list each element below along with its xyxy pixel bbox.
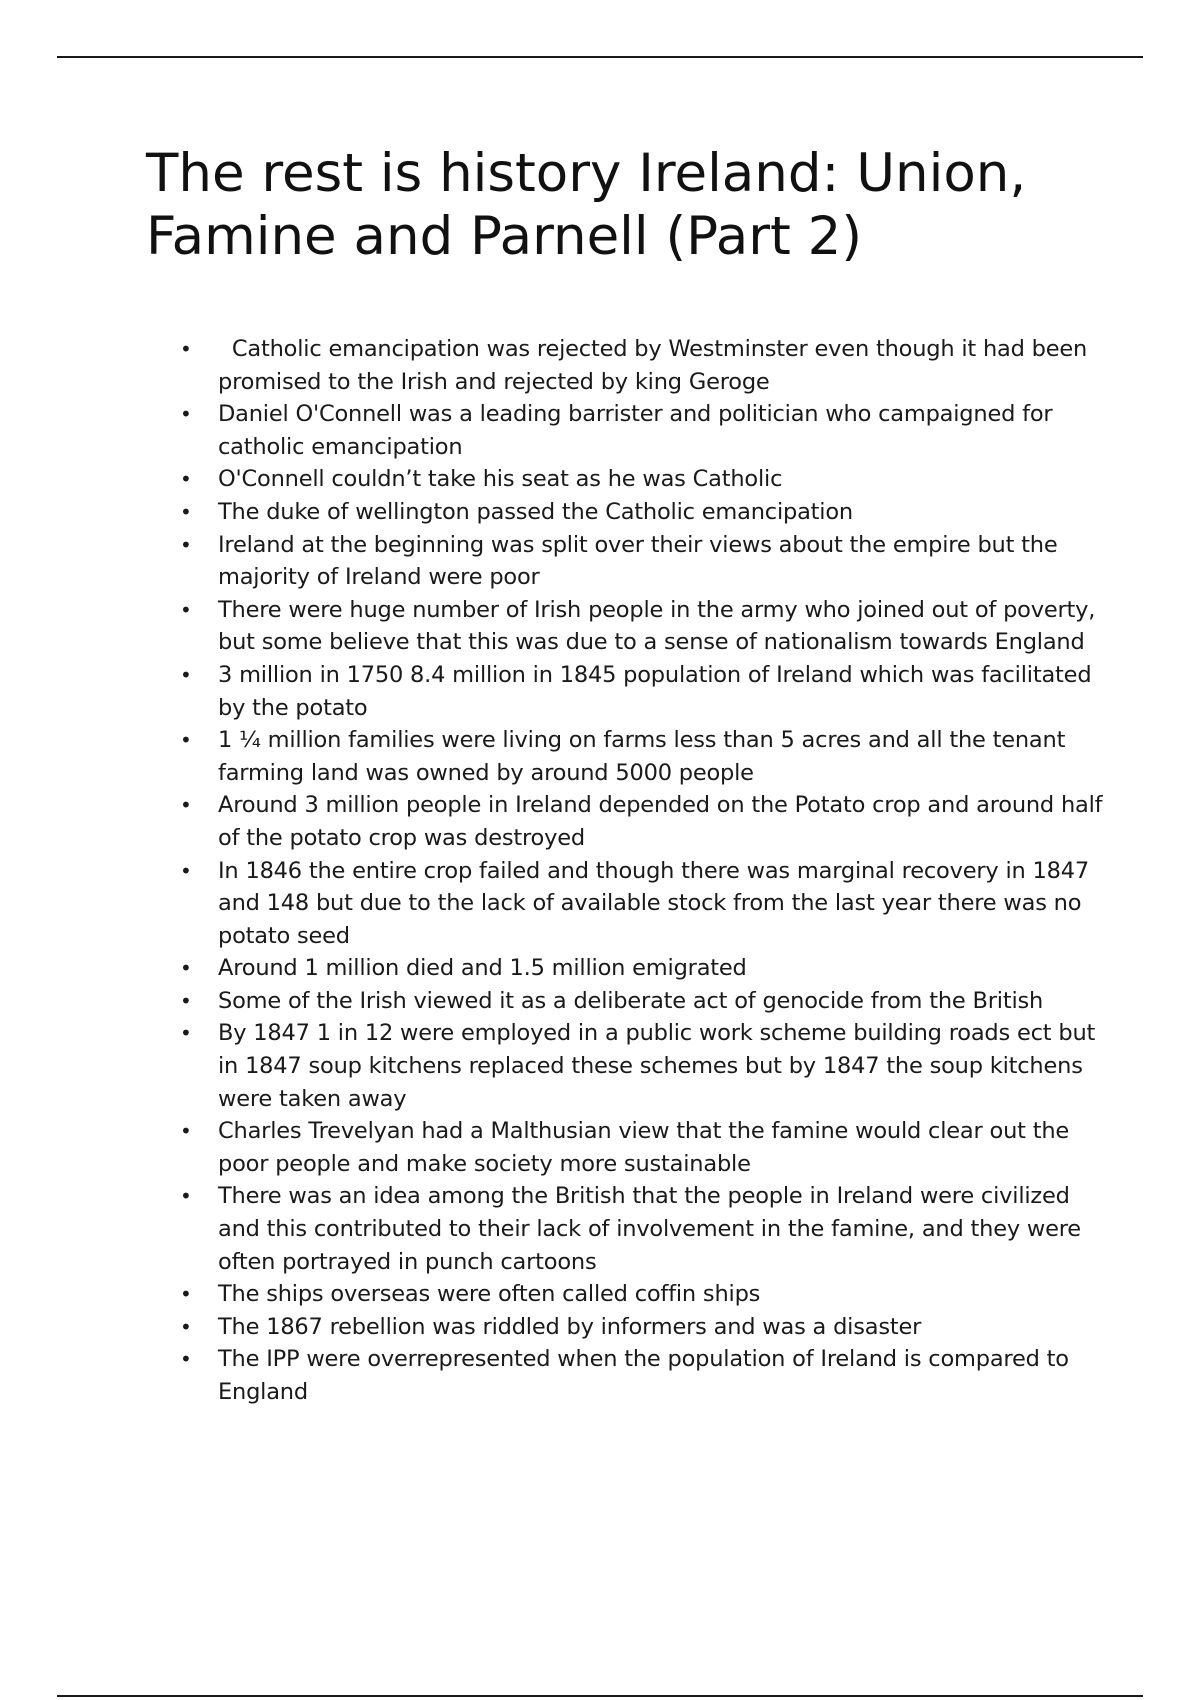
- list-item: • The ships overseas were often called coffin ships: [146, 1278, 1106, 1311]
- bottom-divider: [57, 1695, 1143, 1697]
- list-item: • Daniel O'Connell was a leading barrister and politician who campaigned for catholic emancipation: [146, 398, 1106, 463]
- list-item: • There were huge number of Irish people in the army who joined out of poverty, but some believe that this was due to a sense of nationalism towards England: [146, 594, 1106, 659]
- list-item: • Around 3 million people in Ireland depended on the Potato crop and around half of the potato crop was destroyed: [146, 789, 1106, 854]
- list-item: • Charles Trevelyan had a Malthusian view that the famine would clear out the poor people and make society more sustainable: [146, 1115, 1106, 1180]
- list-item: • The 1867 rebellion was riddled by informers and was a disaster: [146, 1311, 1106, 1344]
- list-item: • The duke of wellington passed the Catholic emancipation: [146, 496, 1106, 529]
- list-item: • 3 million in 1750 8.4 million in 1845 population of Ireland which was facilitated by the potato: [146, 659, 1106, 724]
- list-item: • Ireland at the beginning was split over their views about the empire but the majority of Ireland were poor: [146, 529, 1106, 594]
- list-item: • Some of the Irish viewed it as a deliberate act of genocide from the British: [146, 985, 1106, 1018]
- list-item: • There was an idea among the British that the people in Ireland were civilized and this contributed to their lack of involvement in the famine, and they were often portrayed in punch cartoons: [146, 1180, 1106, 1278]
- list-item: • By 1847 1 in 12 were employed in a public work scheme building roads ect but in 1847 soup kitchens replaced these schemes but by 1847 the soup kitchens were taken away: [146, 1017, 1106, 1115]
- list-item: • In 1846 the entire crop failed and though there was marginal recovery in 1847 and 148 but due to the lack of available stock from the last year there was no potato seed: [146, 855, 1106, 953]
- top-divider: [57, 56, 1143, 58]
- list-item: • O'Connell couldn’t take his seat as he was Catholic: [146, 463, 1106, 496]
- page-title: The rest is history Ireland: Union, Famine and Parnell (Part 2): [146, 143, 1027, 267]
- notes-list: [146, 333, 1106, 1409]
- list-item: • Catholic emancipation was rejected by Westminster even though it had been promised to the Irish and rejected by king Geroge: [146, 333, 1106, 398]
- list-item: • Around 1 million died and 1.5 million emigrated: [146, 952, 1106, 985]
- list-item: • The IPP were overrepresented when the population of Ireland is compared to England: [146, 1343, 1106, 1408]
- list-item: • 1 ¼ million families were living on farms less than 5 acres and all the tenant farming land was owned by around 5000 people: [146, 724, 1106, 789]
